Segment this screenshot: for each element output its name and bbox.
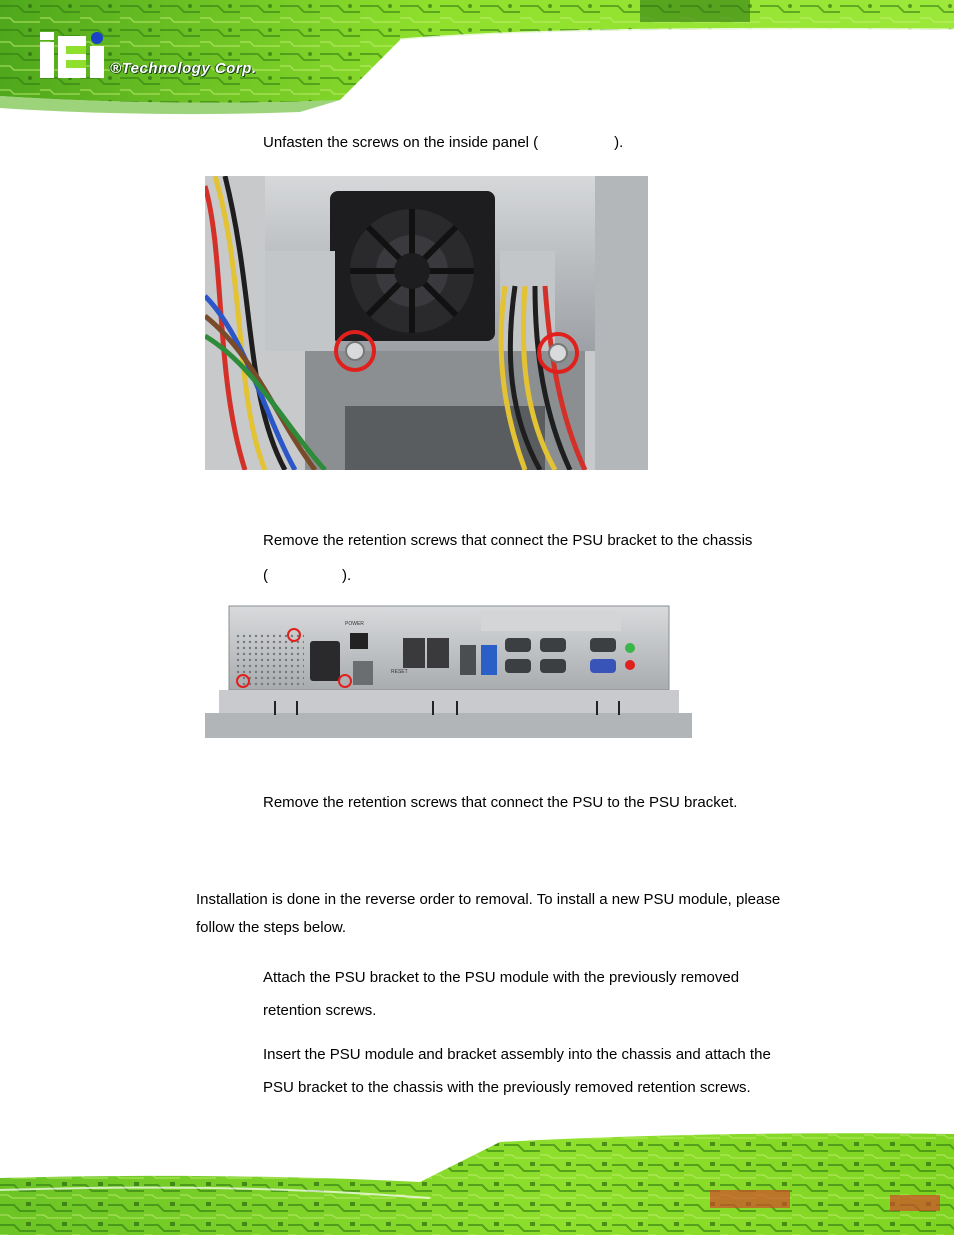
psu-inside-panel-photo bbox=[205, 176, 648, 470]
step-unfasten-screws: Unfasten the screws on the inside panel ( ). bbox=[263, 134, 624, 151]
header-pcb-banner bbox=[0, 0, 954, 118]
install-step1-line1: Attach the PSU bracket to the PSU module with the previously removed bbox=[263, 969, 740, 986]
install-intro-line1: Installation is done in the reverse order to removal. To install a new PSU module, please bbox=[196, 891, 781, 908]
chassis-rear-panel-photo bbox=[205, 603, 692, 738]
page-header bbox=[0, 0, 954, 118]
footer-pcb-banner bbox=[0, 1120, 954, 1235]
install-intro-line2: follow the steps below. bbox=[196, 919, 347, 936]
install-step2-line2: PSU bracket to the chassis with the previously removed retention screws. bbox=[263, 1079, 751, 1096]
install-step1-line2: retention screws. bbox=[263, 1002, 377, 1019]
install-step2-line1: Insert the PSU module and bracket assembly into the chassis and attach the bbox=[263, 1046, 771, 1063]
power-label: POWER bbox=[345, 621, 364, 627]
company-logo-text: ®Technology Corp. bbox=[110, 60, 257, 77]
reset-label: RESET bbox=[391, 669, 408, 675]
step-remove-bracket-screws: Remove the retention screws that connect the PSU bracket to the chassis bbox=[263, 532, 753, 549]
page-footer bbox=[0, 1120, 954, 1235]
step-remove-bracket-screws-ref: ( ). bbox=[263, 567, 352, 584]
step-remove-psu-screws: Remove the retention screws that connect the PSU to the PSU bracket. bbox=[263, 794, 738, 811]
